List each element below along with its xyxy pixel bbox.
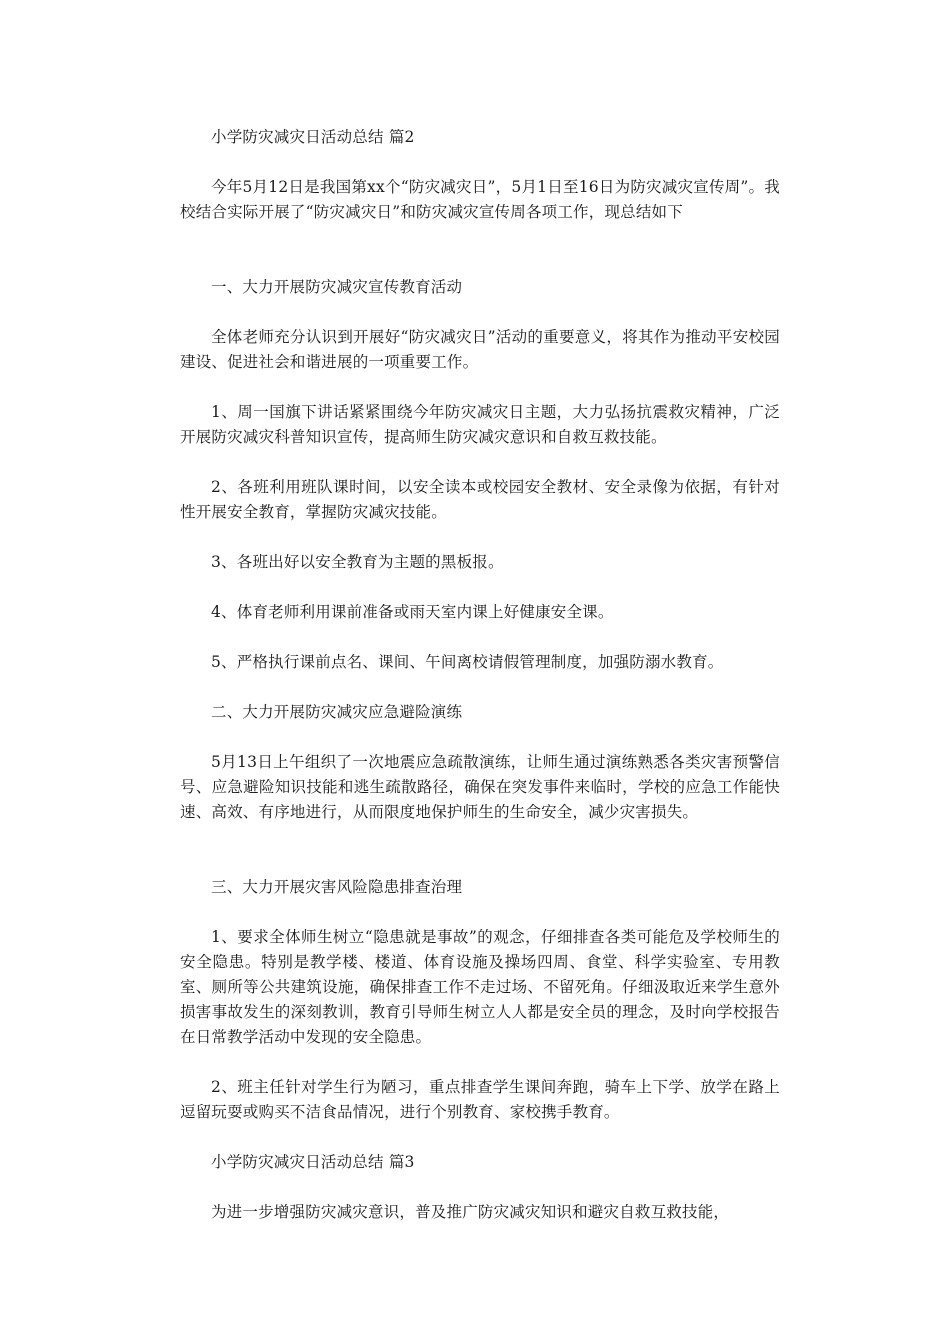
intro-paragraph: 今年5月12日是我国第xx个“防灾减灾日”，5月1日至16日为防灾减灾宣传周”。我校结合实际开展了“防灾减灾日”和防灾减灾宣传周各项工作，现总结如下: [180, 178, 780, 221]
section-heading-part3: 小学防灾减灾日活动总结 篇3: [211, 1153, 415, 1171]
paragraph-item-2-class-time: 2、各班利用班队课时间，以安全读本或校园安全教材、安全录像为依据，有针对性开展安全教育，掌握防灾减灾技能。: [180, 478, 780, 521]
paragraph-teachers-awareness: 全体老师充分认识到开展好“防灾减灾日”活动的重要意义，将其作为推动平安校园建设、促进社会和谐进展的一项重要工作。: [180, 328, 780, 371]
paragraph-item-3-blackboard: 3、各班出好以安全教育为主题的黑板报。: [211, 553, 504, 571]
subheading-publicity-education: 一、大力开展防灾减灾宣传教育活动: [211, 278, 463, 296]
paragraph-part3-intro: 为进一步增强防灾减灾意识，普及推广防灾减灾知识和避灾自救互救技能，: [211, 1203, 730, 1221]
paragraph-item-1-flag-speech: 1、周一国旗下讲话紧紧围绕今年防灾减灾日主题，大力弘扬抗震救灾精神，广泛开展防灾减灾科普知识宣传，提高师生防灾减灾意识和自救互救技能。: [180, 403, 780, 446]
paragraph-item-5-attendance: 5、严格执行课前点名、课间、午间离校请假管理制度，加强防溺水教育。: [211, 653, 724, 671]
subheading-emergency-drill: 二、大力开展防灾减灾应急避险演练: [211, 703, 463, 721]
paragraph-earthquake-drill: 5月13日上午组织了一次地震应急疏散演练，让师生通过演练熟悉各类灾害预警信号、应急避险知识技能和逃生疏散路径，确保在突发事件来临时，学校的应急工作能快速、高效、有序地进行，从而限度地保护师生的生命安全，减少灾害损失。: [180, 753, 780, 821]
section-heading-part2: 小学防灾减灾日活动总结 篇2: [211, 128, 415, 146]
paragraph-item-4-pe-class: 4、体育老师利用课前准备或雨天室内课上好健康安全课。: [211, 603, 614, 621]
paragraph-inspection-item-1: 1、要求全体师生树立“隐患就是事故”的观念，仔细排查各类可能危及学校师生的安全隐患。特别是教学楼、楼道、体育设施及操场四周、食堂、科学实验室、专用教室、厕所等公共建筑设施，确保排查工作不走过场、不留死角。仔细汲取近来学生意外损害事故发生的深刻教训，教育引导师生树立人人都是安全员的理念，及时向学校报告在日常教学活动中发现的安全隐患。: [180, 928, 780, 1046]
paragraph-inspection-item-2: 2、班主任针对学生行为陋习，重点排查学生课间奔跑，骑车上下学、放学在路上逗留玩耍或购买不洁食品情况，进行个别教育、家校携手教育。: [180, 1078, 780, 1121]
subheading-risk-inspection: 三、大力开展灾害风险隐患排查治理: [211, 878, 463, 896]
